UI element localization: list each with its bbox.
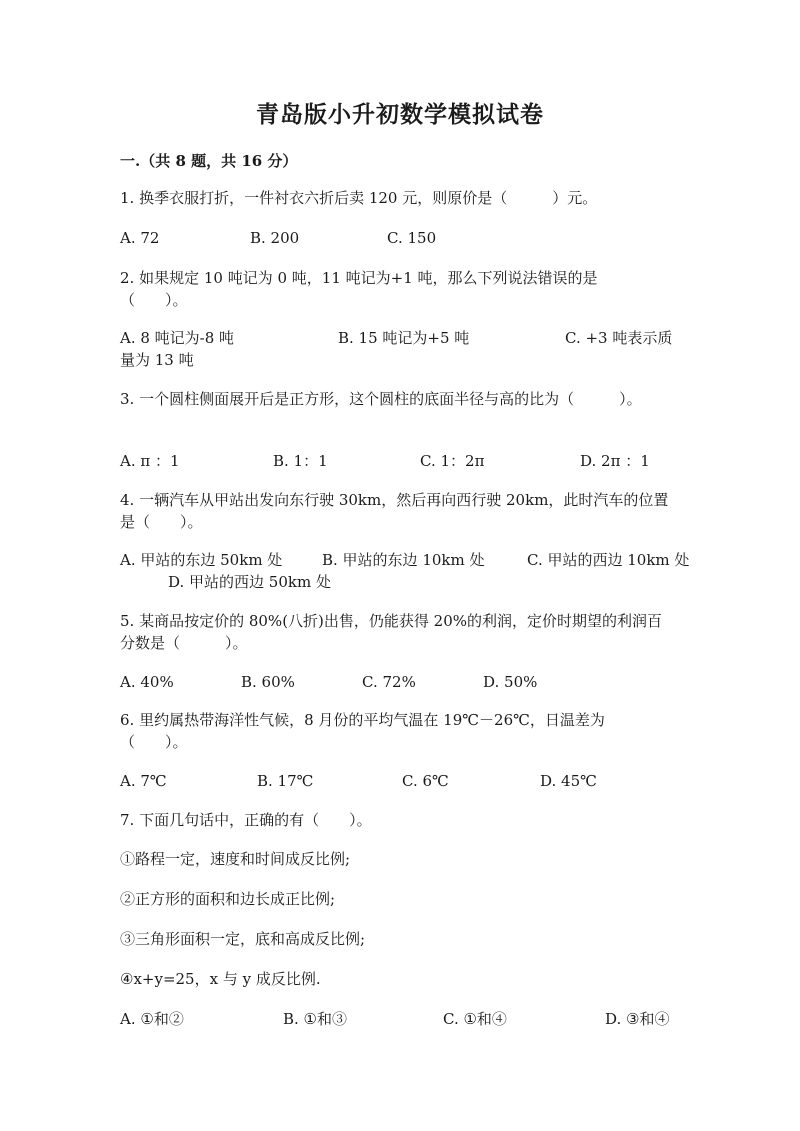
question-5-option-c[interactable]: C. 72% (362, 673, 416, 691)
section-heading: 一.（共 8 题，共 16 分） (120, 152, 298, 170)
question-1-option-c[interactable]: C. 150 (387, 229, 437, 247)
question-3-stem: 3. 一个圆柱侧面展开后是正方形，这个圆柱的底面半径与高的比为（ ）。 (120, 390, 642, 408)
question-1-option-a[interactable]: A. 72 (120, 229, 160, 247)
question-3-option-c[interactable]: C. 1：2π (420, 452, 485, 470)
question-7-stem: 7. 下面几句话中，正确的有（ ）。 (120, 811, 372, 829)
question-6-option-a[interactable]: A. 7℃ (120, 772, 167, 790)
question-2-option-b[interactable]: B. 15 吨记为+5 吨 (338, 329, 470, 347)
question-4-option-d[interactable]: D. 甲站的西边 50km 处 (168, 573, 331, 591)
question-7-option-a[interactable]: A. ①和② (120, 1010, 184, 1028)
question-6-option-b[interactable]: B. 17℃ (257, 772, 314, 790)
question-6-option-d[interactable]: D. 45℃ (540, 772, 597, 790)
question-4-option-b[interactable]: B. 甲站的东边 10km 处 (322, 551, 485, 569)
question-1-stem: 1. 换季衣服打折，一件衬衣六折后卖 120 元，则原价是（ ）元。 (120, 189, 598, 207)
question-7-statement-2: ②正方形的面积和边长成正比例; (120, 890, 336, 908)
page-title: 青岛版小升初数学模拟试卷 (256, 101, 544, 128)
question-2-stem-line1: 2. 如果规定 10 吨记为 0 吨，11 吨记为+1 吨，那么下列说法错误的是 (120, 269, 598, 287)
question-2-option-a[interactable]: A. 8 吨记为-8 吨 (120, 329, 235, 347)
question-4-option-a[interactable]: A. 甲站的东边 50km 处 (120, 551, 283, 569)
question-2-option-c[interactable]: C. +3 吨表示质 (565, 329, 673, 347)
question-7-option-c[interactable]: C. ①和④ (443, 1010, 507, 1028)
question-5-option-a[interactable]: A. 40% (120, 673, 174, 691)
question-3-option-a[interactable]: A. π ：1 (120, 452, 180, 470)
question-1-option-b[interactable]: B. 200 (250, 229, 300, 247)
question-3-option-b[interactable]: B. 1：1 (273, 452, 328, 470)
question-5-option-b[interactable]: B. 60% (241, 673, 295, 691)
question-7-statement-4: ④x+y=25，x 与 y 成反比例. (120, 970, 321, 988)
question-6-stem-line1: 6. 里约属热带海洋性气候，8 月份的平均气温在 19℃－26℃，日温差为 (120, 711, 605, 729)
question-4-stem-line1: 4. 一辆汽车从甲站出发向东行驶 30km，然后再向西行驶 20km，此时汽车的位置 (120, 491, 669, 509)
question-2-option-c-wrap: 量为 13 吨 (120, 351, 194, 369)
question-6-stem-line2: （ ）。 (120, 733, 188, 751)
question-5-stem-line2: 分数是（ ）。 (120, 634, 248, 652)
question-7-option-d[interactable]: D. ③和④ (605, 1010, 670, 1028)
question-7-statement-1: ①路程一定，速度和时间成反比例; (120, 850, 351, 868)
question-5-option-d[interactable]: D. 50% (483, 673, 538, 691)
question-2-stem-line2: （ ）。 (120, 291, 188, 309)
question-6-option-c[interactable]: C. 6℃ (402, 772, 449, 790)
question-5-stem-line1: 5. 某商品按定价的 80%(八折)出售，仍能获得 20%的利润，定价时期望的利润百 (120, 612, 663, 630)
question-3-option-d[interactable]: D. 2π ：1 (580, 452, 650, 470)
question-7-option-b[interactable]: B. ①和③ (283, 1010, 348, 1028)
question-4-option-c[interactable]: C. 甲站的西边 10km 处 (527, 551, 690, 569)
question-7-statement-3: ③三角形面积一定，底和高成反比例; (120, 930, 366, 948)
question-4-stem-line2: 是（ ）。 (120, 513, 203, 531)
